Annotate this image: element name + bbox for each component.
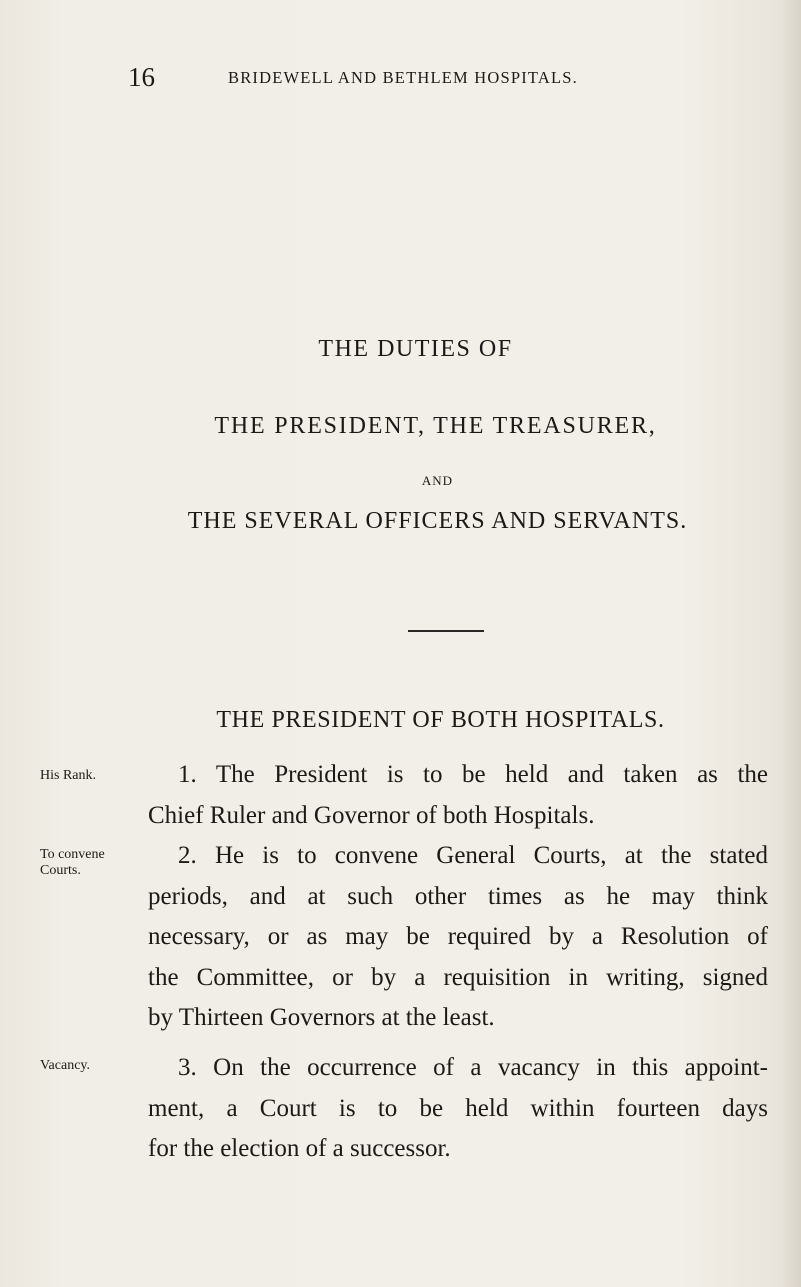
paragraph-line: periods, and at such other times as he may think: [148, 882, 768, 910]
paragraph-line: necessary, or as may be required by a Resolution of: [148, 923, 768, 950]
paragraph-line: 1. The President is to be held and taken as the: [178, 761, 768, 788]
page-number: 16: [128, 62, 155, 92]
paragraph-line: 3. On the occurrence of a vacancy in this appoint-: [178, 1054, 768, 1081]
paragraph-1: [148, 755, 768, 836]
running-head: BRIDEWELL AND BETHLEM HOSPITALS.: [228, 68, 578, 87]
paragraph-line: 2. He is to convene General Courts, at the stated: [178, 842, 768, 869]
title-line-3: AND: [421, 473, 454, 488]
title-line-1: THE DUTIES OF: [318, 336, 513, 362]
paragraph-line: Chief Ruler and Governor of both Hospitals.: [148, 801, 595, 829]
section-heading: THE PRESIDENT OF BOTH HOSPITALS.: [216, 707, 665, 733]
page-header: [0, 62, 801, 92]
section-divider: [408, 630, 484, 632]
paragraph-2: [148, 836, 768, 1039]
margin-note-convene-courts: To convene Courts.: [40, 847, 105, 878]
paragraph-line: for the election of a successor.: [148, 1135, 451, 1162]
title-line-2: THE PRESIDENT, THE TREASURER,: [214, 413, 657, 439]
paragraph-line: by Thirteen Governors at the least.: [148, 1004, 495, 1031]
margin-note-vacancy: Vacancy.: [40, 1058, 91, 1073]
paragraph-line: ment, a Court is to be held within fourteen days: [148, 1094, 768, 1122]
paragraph-3: [148, 1048, 768, 1170]
margin-note-rank: His Rank.: [40, 768, 96, 783]
title-line-4: THE SEVERAL OFFICERS AND SERVANTS.: [187, 508, 688, 534]
paragraph-line: the Committee, or by a requisition in writing, signed: [148, 963, 768, 991]
page-edge-shadow: [779, 0, 801, 1287]
